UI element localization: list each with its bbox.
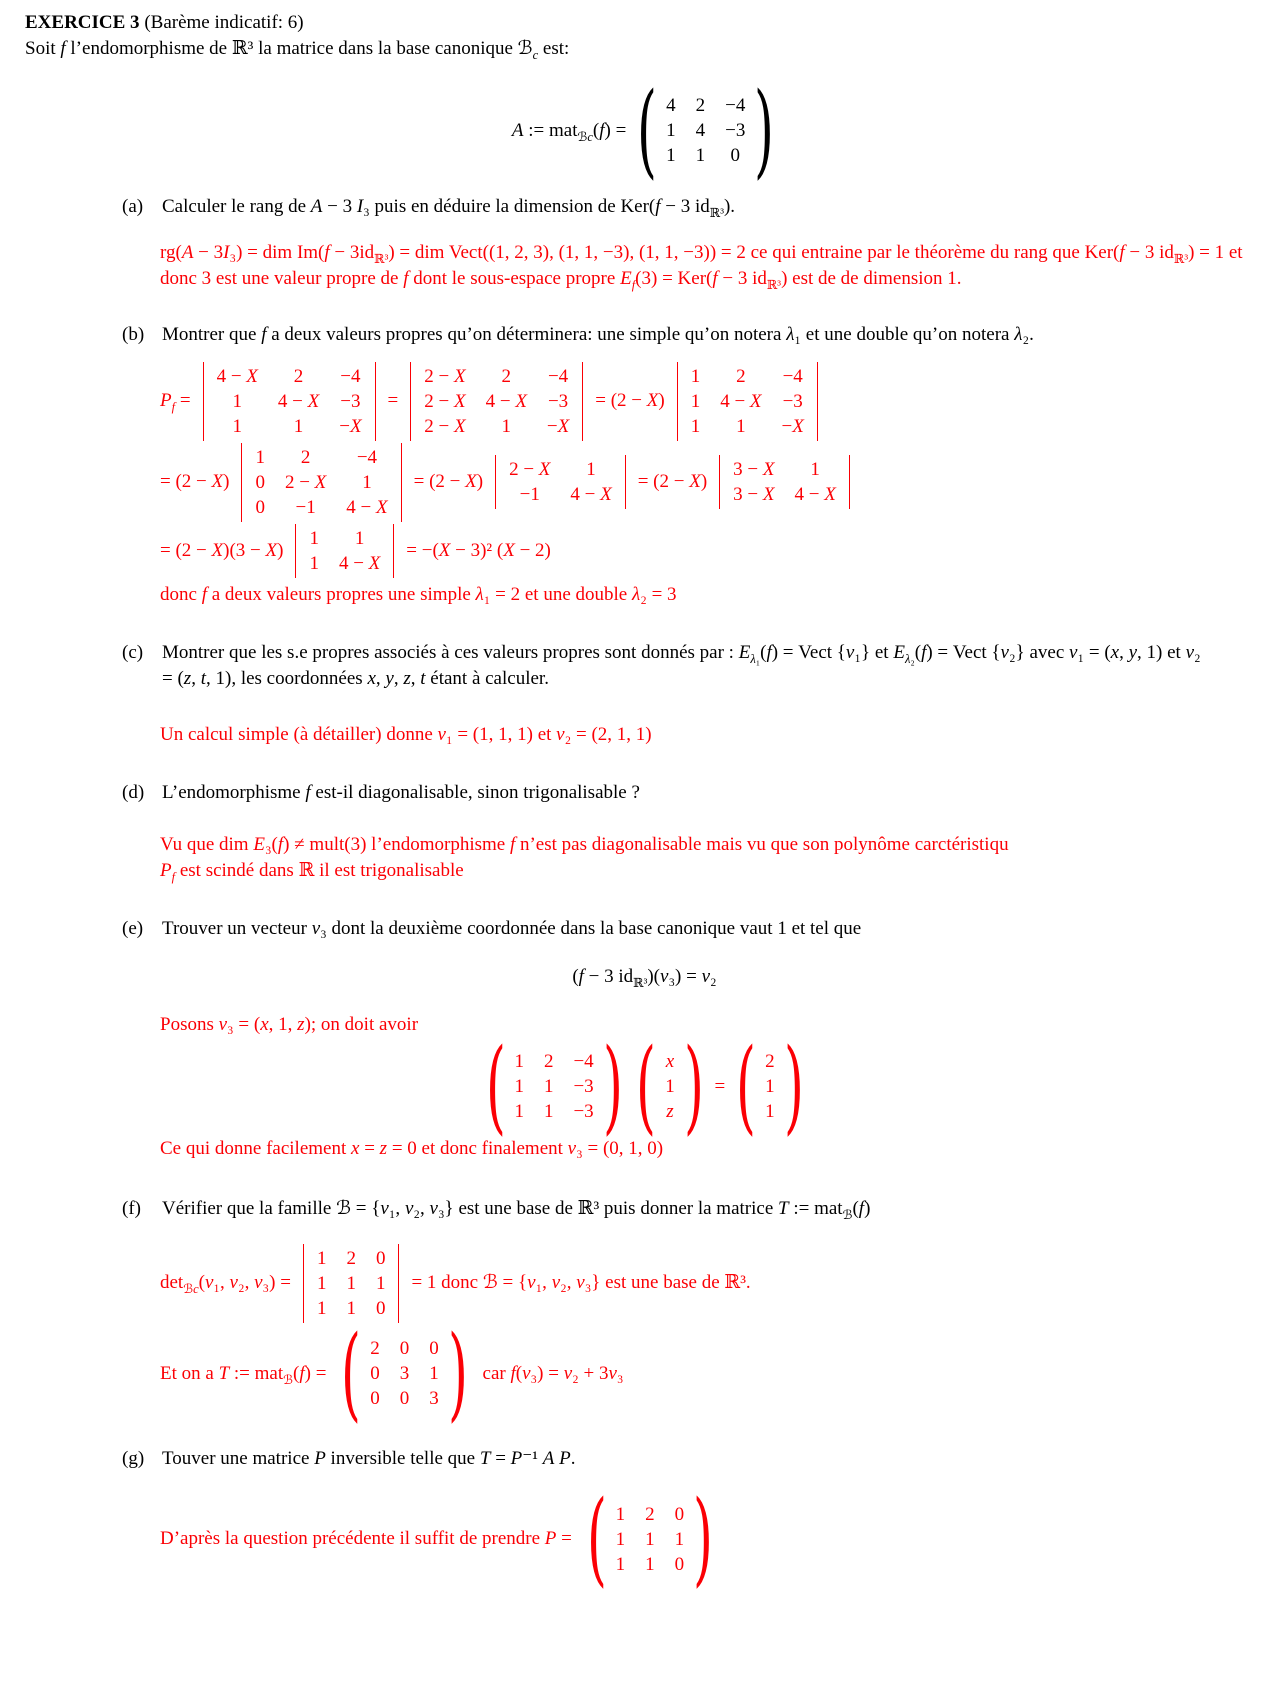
text-run: et une double qu’on notera (801, 323, 1015, 345)
matrix-cell: 2 − X (424, 415, 466, 437)
matrix-cell: 4 − X (485, 390, 527, 412)
question-c-label: (c) (122, 641, 144, 663)
matrix-cell: −3 (547, 390, 569, 412)
matrix-cell: 1 (316, 1247, 327, 1269)
question-a (122, 194, 1264, 220)
matrix-cell: −4 (340, 365, 361, 387)
solution-e-matrix-equation (25, 1026, 1264, 1146)
determinant-3 (677, 362, 818, 441)
math-run: λ₂ (1014, 323, 1030, 345)
question-c-text (162, 640, 1207, 692)
math-run: f (509, 833, 516, 855)
right-paren: ) (693, 1479, 714, 1599)
matrix-cell: −X (339, 415, 362, 437)
text-run: Vu que (160, 833, 220, 855)
matrix-cell: 2 (501, 365, 511, 387)
math-run: v₂ = (2, 1, 1) (556, 723, 652, 745)
math-run: Ker(f − 3 $id_{ℝ^3}) = 1$ (1084, 241, 1225, 266)
matrix-grid (508, 1047, 599, 1126)
matrix-cell: −3 (782, 390, 803, 412)
matrix-cell: 2 (765, 1051, 775, 1073)
matrix-cell: 1 (346, 1272, 356, 1294)
text-run: Calculer le rang de (162, 195, 311, 217)
char-poly-lead (160, 388, 191, 414)
left-paren: ( (637, 71, 658, 190)
math-run: = (2 − X) (637, 471, 708, 493)
T-justification (483, 1361, 624, 1387)
matrix-cell: 1 (586, 459, 596, 481)
matrix-cell: 2 (346, 1247, 356, 1269)
question-g-text (162, 1446, 575, 1472)
text-run: et (532, 723, 557, 745)
char-poly-line-3 (160, 524, 1264, 578)
matrix-cell: 1 (309, 552, 319, 574)
matrix-cell: 1 (810, 459, 820, 481)
right-paren: ) (683, 1026, 704, 1146)
text-run: . (730, 195, 736, 217)
math-run: λ₂ = 3 (631, 583, 677, 605)
matrix-grid (677, 362, 818, 441)
matrix-cell: 2 − X (424, 390, 466, 412)
system-matrix (483, 1026, 626, 1146)
solution-c (160, 722, 1264, 748)
math-run: T := mat$_ℬ$(f) = (218, 1362, 327, 1387)
math-run: P (314, 1448, 326, 1470)
math-run: v₃ = (0, 1, 0) (567, 1137, 664, 1159)
text-run: est-il diagonalisable, sinon trigonalisable ? (310, 781, 640, 803)
matrix-cell: −4 (725, 95, 746, 117)
matrix-cell: 0 (255, 496, 265, 518)
matrix-A-equation (25, 71, 1264, 190)
matrix-grid (241, 443, 401, 522)
math-run: = (387, 390, 399, 412)
question-f-text (162, 1196, 870, 1222)
equals-sign (715, 1074, 726, 1100)
matrix-grid (659, 1047, 681, 1126)
math-run: = (2 − X) (160, 471, 230, 493)
left-paren: ( (341, 1313, 362, 1433)
matrix-cell: −1 (519, 484, 540, 506)
matrix-cell: −3 (573, 1076, 594, 1098)
math-run: ℬ = {v₁, v₂, v₃} (336, 1197, 454, 1219)
matrix-cell: 1 (429, 1363, 439, 1385)
matrix-cell: 1 (543, 1076, 554, 1098)
solution-f-T-line (160, 1313, 1264, 1433)
math-run: f (60, 38, 66, 59)
text-run: dont le sous-espace propre (408, 267, 621, 289)
text-run: a deux valeurs propres une simple (206, 583, 476, 605)
exercise-title: EXERCICE 3 (25, 12, 140, 33)
matrix-cell: 0 (375, 1247, 386, 1269)
question-b-label: (b) (122, 323, 145, 345)
matrix-cell: 4 − X (720, 390, 762, 412)
text-run: et (870, 641, 894, 663)
text-run: inversible telle que (325, 1448, 480, 1470)
det-lead (160, 1270, 291, 1296)
text-run: étant à calculer. (425, 667, 549, 689)
math-run: v₃ = (x, 1, z) (218, 1013, 311, 1035)
matrix-cell: −3 (573, 1101, 594, 1123)
matrix-cell: 3 (429, 1388, 439, 1410)
math-run: f (403, 267, 409, 289)
math-run: f (201, 583, 207, 605)
question-e-label: (e) (122, 917, 144, 939)
matrix-cell: 1 (690, 390, 701, 412)
matrix-cell: 2 (736, 365, 746, 387)
text-run: dont la deuxième coordonnée dans la base canonique vaut 1 et tel que (326, 917, 862, 939)
det-conclusion (411, 1270, 750, 1296)
math-run: v₂ = (z, t, 1) (162, 641, 1201, 689)
left-paren: ( (636, 1026, 657, 1146)
math-run: $E_f(3) = Ker(f - 3$ $id_{ℝ^3}$) (620, 267, 788, 292)
text-run: est: (538, 38, 570, 59)
matrix-grid (203, 362, 376, 441)
matrix-cell: 2 − X (424, 365, 466, 387)
determinant-4 (241, 443, 401, 522)
text-run: et donc 3 est une valeur propre de (160, 241, 1243, 289)
question-e-equation (25, 964, 1264, 990)
math-run: $P_f$ = (160, 390, 191, 415)
text-run: et donc finalement (416, 1137, 568, 1159)
solution-d-line-1 (160, 832, 1264, 858)
solution-b-conclusion (160, 582, 1264, 608)
matrix-cell: 0 (370, 1363, 380, 1385)
question-d-text (162, 780, 640, 806)
question-a-text (162, 194, 735, 220)
math-run: v₁ = (1, 1, 1) (437, 723, 533, 745)
matrix-cell: 0 (429, 1338, 439, 1360)
matrix-cell: 0 (375, 1297, 386, 1319)
text-run: a deux valeurs propres qu’on déterminera: une simple qu’on notera (266, 323, 787, 345)
math-run: A := mat$_{ℬc}$(f) = (511, 119, 627, 144)
matrix-cell: 0 (399, 1388, 410, 1410)
matrix-cell: 1 (645, 1553, 655, 1575)
matrix-cell: 1 (316, 1297, 327, 1319)
question-g (122, 1446, 1264, 1472)
matrix-cell: 4 − X (794, 484, 836, 506)
matrix-cell: 4 − X (216, 365, 258, 387)
math-run: car f(v₃) = v₂ + 3v₃ (482, 1362, 624, 1384)
matrix-cell: −3 (340, 390, 361, 412)
matrix-cell: 1 (765, 1101, 775, 1123)
math-run: $E_{\lambda_2}(f)$ = (893, 641, 949, 666)
P-lead (160, 1526, 572, 1552)
question-d-label: (d) (122, 781, 145, 803)
matrix-cell: 1 (354, 527, 365, 549)
math-run: λ₁ = 2 (475, 583, 521, 605)
matrix-cell: 3 − X (733, 484, 775, 506)
exercise-bareme: (Barème indicatif: 6) (139, 12, 304, 33)
matrix-cell: 2 (300, 446, 311, 468)
text-run: Ce qui donne facilement (160, 1137, 351, 1159)
math-run: rg(A − 3I₃) = dim $Im(f - 3id_{ℝ^3})$ = dim Vect((1, 2, 3), (1, 1, −3), (1, 1, −3)) = 2 (160, 241, 746, 266)
solution-a (160, 240, 1264, 292)
matrix-cell: 1 (514, 1101, 524, 1123)
right-paren: ) (447, 1313, 468, 1433)
matrix-cell: 4 (666, 95, 676, 117)
right-paren: ) (602, 1026, 623, 1146)
text-run: Montrer que (162, 323, 262, 345)
text-run: est scindé dans ℝ il est trigonalisable (175, 859, 464, 881)
matrix-cell: 1 (690, 415, 701, 437)
math-run: Ker(f − 3 $id_{ℝ^3}$) (620, 195, 731, 220)
matrix-cell: 3 (399, 1363, 410, 1385)
T-lead (160, 1361, 326, 1387)
text-run: . (1029, 323, 1034, 345)
matrix-cell: 1 (362, 471, 372, 493)
matrix-cell: −X (546, 415, 570, 437)
text-run: Trouver un vecteur (162, 917, 312, 939)
matrix-grid (660, 91, 751, 170)
matrix-cell: 1 (674, 1528, 685, 1550)
determinant-1 (203, 362, 376, 441)
matrix-cell: 4 − X (338, 552, 381, 574)
text-run: L’endomorphisme (162, 781, 306, 803)
char-poly-result (406, 538, 551, 564)
text-run: ; on doit avoir (310, 1013, 419, 1035)
determinant-7 (295, 524, 394, 578)
math-run: f (305, 781, 311, 803)
factor-2-minus-X (414, 469, 483, 495)
text-run: et (1162, 641, 1186, 663)
matrix-cell: 1 (255, 446, 265, 468)
matrix-grid (364, 1334, 445, 1413)
matrix-cell: 1 (501, 415, 511, 437)
matrix-cell: 1 (309, 527, 319, 549)
matrix-cell: −4 (547, 365, 569, 387)
text-run: l’endomorphisme (366, 833, 510, 855)
matrix-cell: −4 (573, 1051, 594, 1073)
matrix-cell: 0 (255, 471, 265, 493)
text-run: , les coordonnées (231, 667, 368, 689)
matrix-A (634, 71, 777, 190)
char-poly-line-2 (160, 443, 1264, 522)
matrix-cell: 1 (615, 1553, 626, 1575)
math-run: = (2 − X) (413, 471, 484, 493)
left-paren: ( (586, 1479, 607, 1599)
matrix-cell: 2 (370, 1338, 380, 1360)
text-run: Et on a (160, 1362, 219, 1384)
text-run: avec (1024, 641, 1070, 663)
matrix-grid (495, 455, 626, 509)
text-run: n’est pas diagonalisable mais vu que son polynôme carctéristiqu (515, 833, 1009, 855)
question-f-label: (f) (122, 1197, 141, 1219)
solution-g (160, 1479, 1264, 1599)
matrix-cell: 4 (695, 120, 706, 142)
matrix-grid (295, 524, 394, 578)
question-a-label: (a) (122, 195, 144, 217)
matrix-cell: 1 (690, 365, 701, 387)
matrix-cell: 1 (346, 1297, 356, 1319)
question-c (122, 640, 1264, 692)
text-run: Touver une matrice (162, 1448, 315, 1470)
math-run: λ₁ (786, 323, 802, 345)
math-run: (f − 3 $id_{ℝ^3})(v_3) = v_2$ (572, 965, 717, 990)
math-run: $\det_{ℬc}(v_1$, v₂, v₃) = (160, 1272, 291, 1296)
equals-sign (388, 388, 399, 414)
matrix-cell: 1 (514, 1076, 524, 1098)
matrix-cell: 0 (674, 1503, 685, 1525)
question-e-text (162, 916, 861, 942)
math-run: = (714, 1075, 726, 1097)
question-b-text (162, 322, 1034, 348)
math-run: = 1 donc ℬ = {v₁, v₂, v₃} est une base de ℝ³. (411, 1272, 751, 1294)
solution-f-det-line (160, 1244, 1264, 1323)
matrix-cell: 0 (399, 1338, 410, 1360)
factor-2-minus-X (160, 469, 229, 495)
matrix-cell: 1 (695, 145, 706, 167)
math-run: $E_{\lambda_1}(f)$ = Vect {v₁} (738, 641, 871, 666)
factor-2-minus-X (638, 469, 707, 495)
question-e (122, 916, 1264, 942)
math-run: = (2 − X)(3 − X) (160, 539, 284, 561)
text-run: est de de dimension 1. (787, 267, 962, 289)
text-run: Soit (25, 38, 61, 59)
matrix-cell: 1 (666, 120, 676, 142)
matrix-cell: 1 (316, 1272, 327, 1294)
math-run: f (261, 323, 267, 345)
solution-e-posons (160, 1012, 1264, 1038)
exercise-title-line (25, 10, 1205, 36)
matrix-cell: 1 (665, 1076, 675, 1098)
matrix-cell: 2 − X (509, 459, 551, 481)
matrix-A-lead (512, 118, 626, 144)
factor-2-minus-X (595, 388, 664, 414)
matrix-cell: 1 (375, 1272, 386, 1294)
text-run: l’endomorphisme de ℝ³ la matrice dans la base canonique (65, 38, 518, 59)
determinant-5 (495, 455, 626, 509)
math-run: v₁ = (x, y, 1) (1069, 641, 1163, 663)
matrix-cell: 1 (232, 390, 242, 412)
matrix-cell: 2 − X (284, 471, 327, 493)
matrix-cell: −4 (356, 446, 378, 468)
math-run: Vect {v₂} (952, 641, 1025, 663)
solution-e-conclusion (160, 1136, 1264, 1162)
math-run: P = (544, 1528, 572, 1550)
matrix-cell: 0 (730, 145, 740, 167)
left-paren: ( (485, 1026, 506, 1146)
matrix-grid (410, 362, 583, 441)
math-run: x, y, z, t (367, 667, 426, 689)
solution-d-line-2 (160, 858, 1264, 884)
math-run: T = P⁻¹ A P (479, 1448, 571, 1470)
determinant-2 (410, 362, 583, 441)
text-run: . (570, 1448, 576, 1470)
matrix-grid (719, 455, 850, 509)
matrix-cell: −4 (782, 365, 803, 387)
result-vector (733, 1026, 806, 1146)
question-g-label: (g) (122, 1448, 145, 1470)
matrix-cell: 0 (370, 1388, 380, 1410)
text-run: Montrer que les s.e propres associés à ces valeurs propres sont donnés par : (162, 641, 739, 663)
math-run: $P_f$ (160, 859, 176, 884)
matrix-cell: 0 (674, 1553, 685, 1575)
matrix-cell: 2 (543, 1051, 554, 1073)
question-d (122, 780, 1264, 806)
matrix-cell: −1 (295, 496, 316, 518)
matrix-cell: 2 (293, 365, 304, 387)
char-poly-line-1 (160, 362, 1264, 441)
matrix-cell: 3 − X (733, 459, 775, 481)
left-paren: ( (736, 1026, 757, 1146)
factor-product (160, 538, 283, 564)
math-run: v₃ (311, 917, 327, 939)
text-run: D’après la question précédente il suffit de prendre (160, 1528, 545, 1550)
matrix-cell: 1 (293, 415, 304, 437)
determinant-basis (303, 1244, 400, 1323)
f-minus-3id-equation (572, 964, 716, 990)
matrix-cell: 1 (615, 1528, 626, 1550)
matrix-cell: 2 (645, 1503, 655, 1525)
matrix-cell: 4 − X (277, 390, 320, 412)
matrix-cell: 1 (765, 1076, 775, 1098)
matrix-grid (303, 1244, 400, 1323)
matrix-cell: z (666, 1101, 674, 1123)
text-run: et une double (520, 583, 632, 605)
matrix-grid (759, 1047, 781, 1126)
matrix-cell: 1 (666, 145, 676, 167)
intro-line (25, 36, 1205, 62)
text-run: est une base de ℝ³ puis donner la matrice (453, 1197, 779, 1219)
math-run: A − 3 I₃ (310, 195, 370, 217)
matrix-cell: 2 (695, 95, 706, 117)
right-paren: ) (783, 1026, 804, 1146)
text-run: donc (160, 583, 202, 605)
right-paren: ) (754, 71, 775, 190)
matrix-T (338, 1313, 470, 1433)
unknown-vector (633, 1026, 706, 1146)
text-run: Un calcul simple (à détailler) donne (160, 723, 438, 745)
matrix-cell: 1 (543, 1101, 554, 1123)
math-run: T := mat$_ℬ$(f) (778, 1197, 871, 1222)
question-f (122, 1196, 1264, 1222)
matrix-cell: −X (781, 415, 804, 437)
matrix-cell: 4 − X (346, 496, 388, 518)
matrix-cell: −3 (725, 120, 746, 142)
matrix-cell: 1 (645, 1528, 655, 1550)
matrix-cell: 1 (736, 415, 746, 437)
math-run: x = z = 0 (351, 1137, 417, 1159)
math-run: = (2 − X) (595, 390, 665, 412)
text-run: puis en déduire la dimension de (369, 195, 621, 217)
matrix-P (584, 1479, 716, 1599)
text-run: ce qui entraine par le théorème du rang que (745, 241, 1085, 263)
math-run: dim E₃(f) ≠ mult(3) (219, 833, 367, 855)
math-run: = −(X − 3)² (X − 2) (406, 539, 551, 561)
matrix-cell: 4 − X (570, 484, 612, 506)
matrix-cell: 1 (514, 1051, 524, 1073)
question-b (122, 322, 1264, 348)
matrix-cell: 1 (615, 1503, 626, 1525)
text-run: Posons (160, 1013, 219, 1035)
text-run: Vérifier que la famille (162, 1197, 337, 1219)
matrix-grid (610, 1500, 691, 1579)
matrix-cell: 1 (232, 415, 242, 437)
determinant-6 (719, 455, 850, 509)
math-run: ℬ$_c$ (517, 38, 539, 62)
matrix-cell: x (665, 1051, 675, 1073)
